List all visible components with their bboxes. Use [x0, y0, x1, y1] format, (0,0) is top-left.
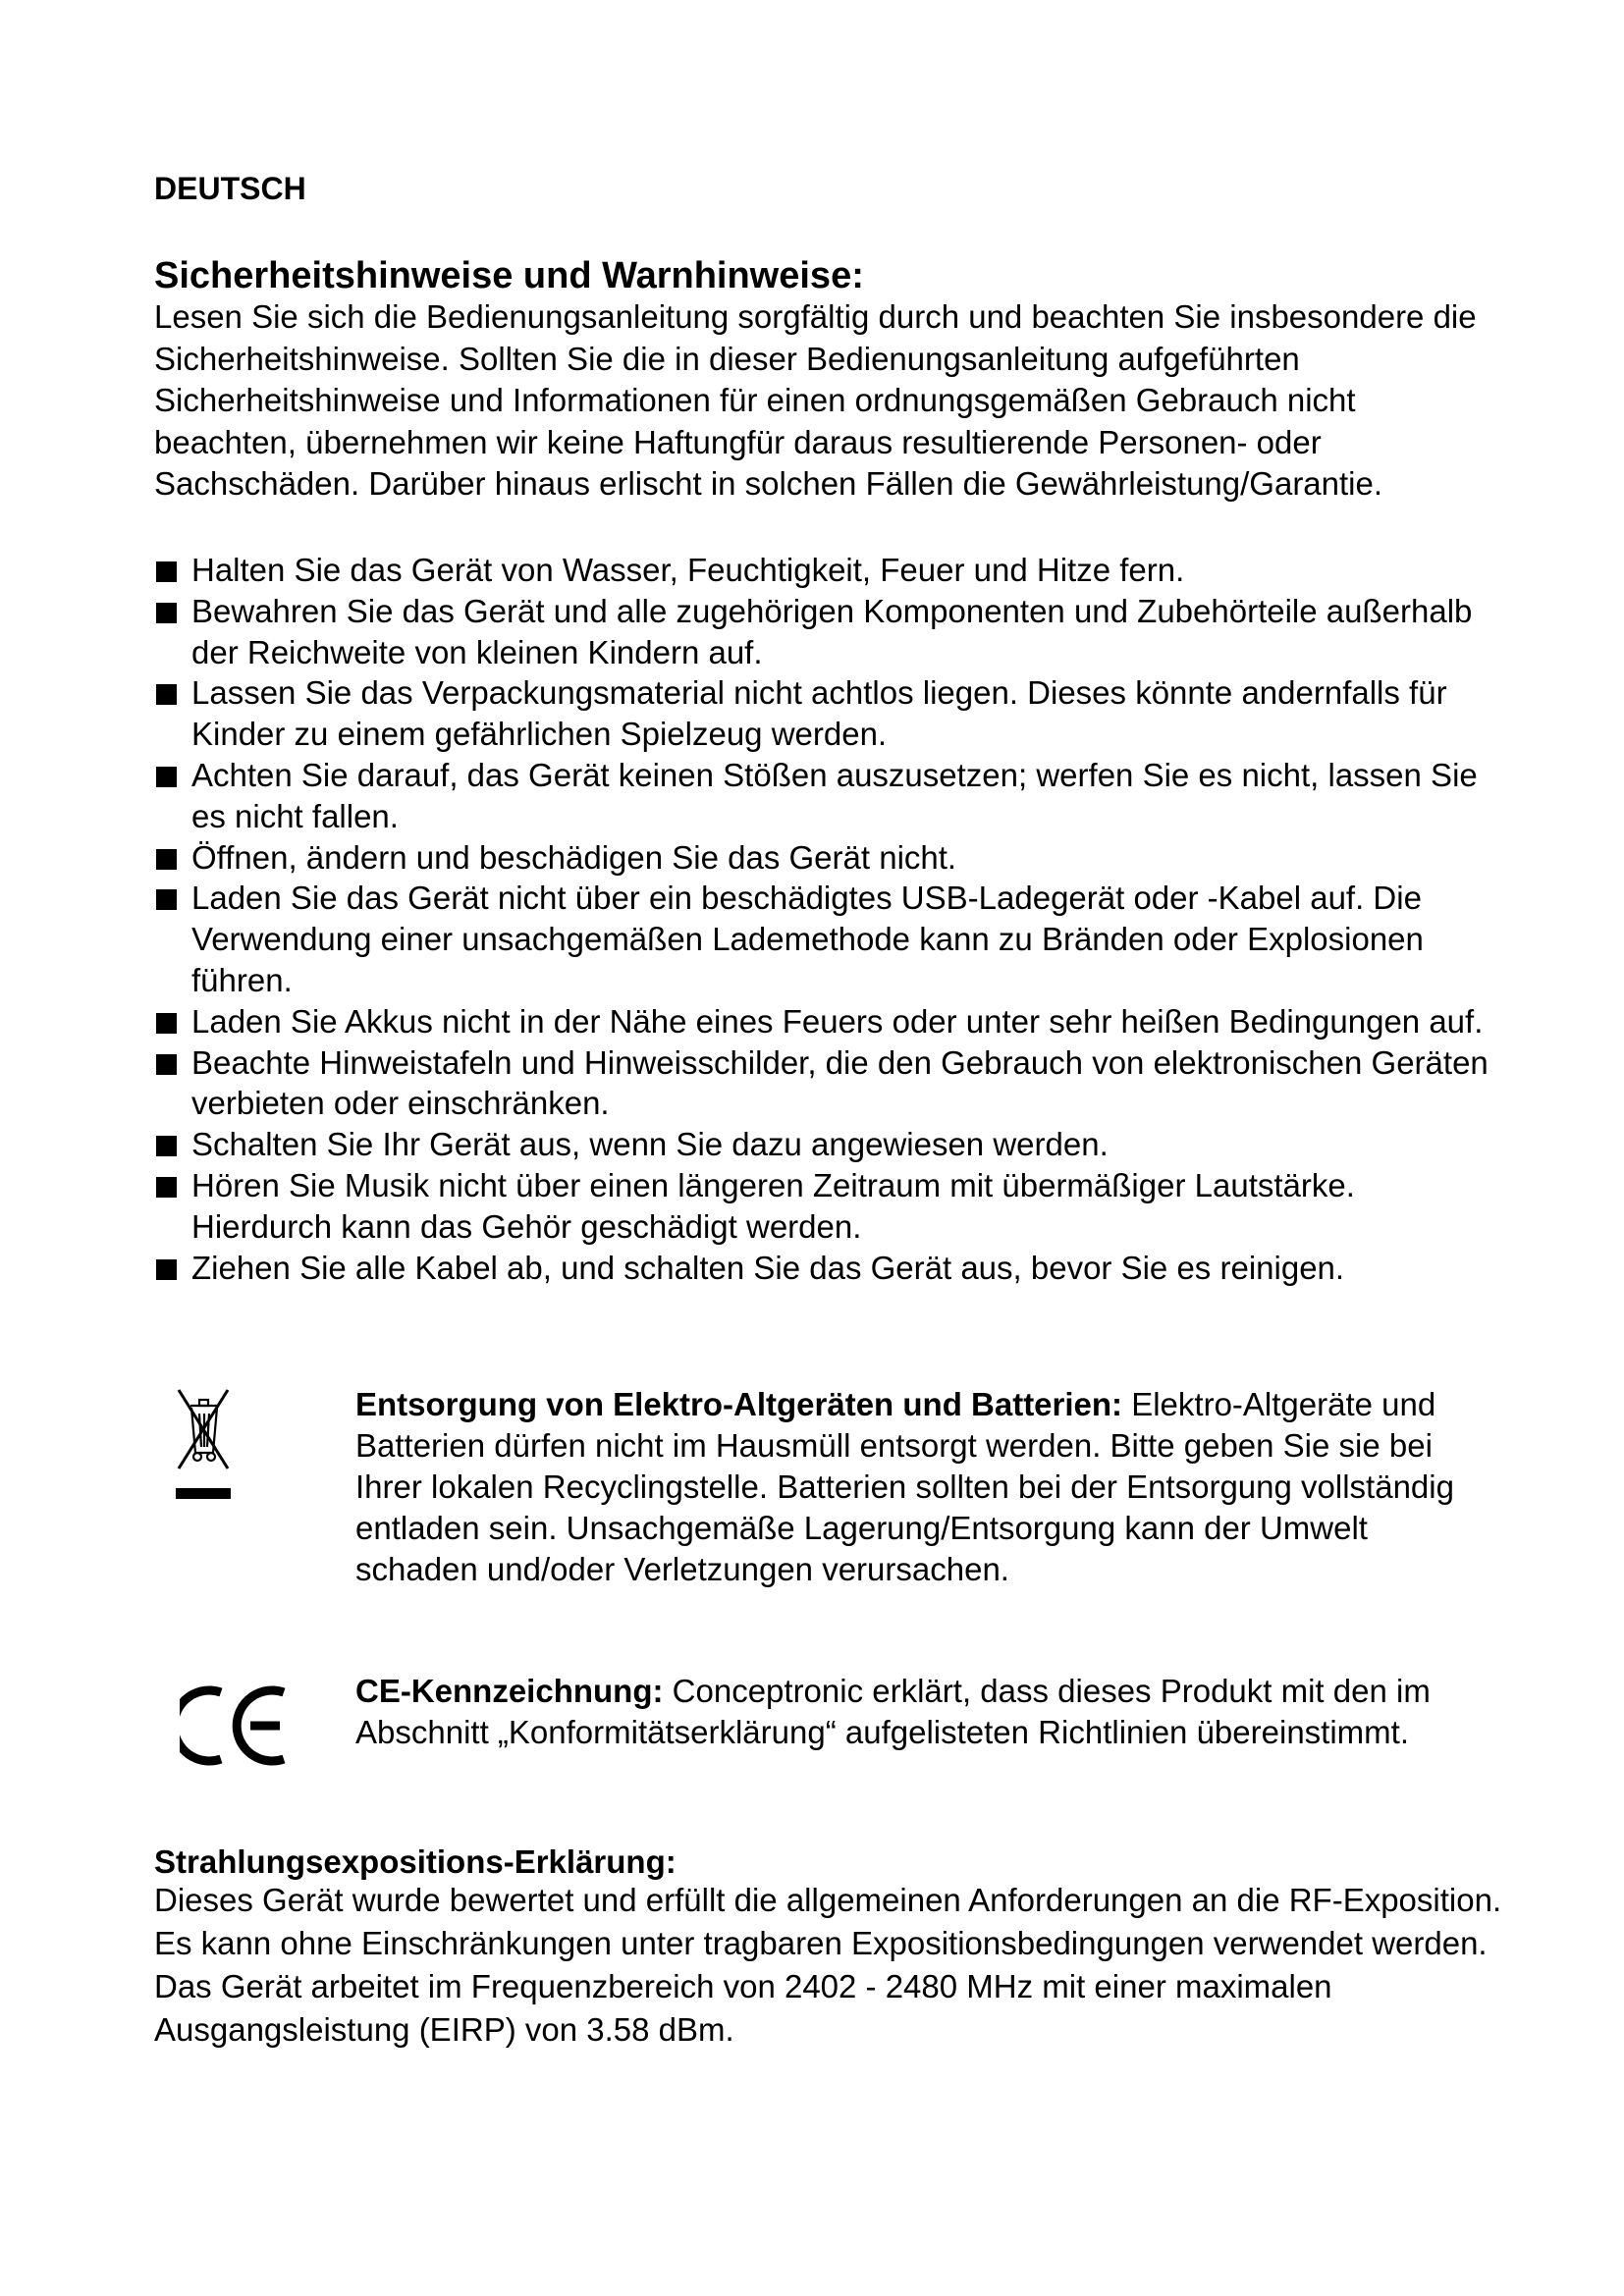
ce-text — [355, 1671, 1465, 1753]
bullet-item: Halten Sie das Gerät von Wasser, Feuchtigkeit, Feuer und Hitze fern. — [154, 550, 1489, 591]
bullet-item: Bewahren Sie das Gerät und alle zugehörigen Komponenten und Zubehörteile außerhalb der Reichweite von kleinen Kindern auf. — [154, 591, 1489, 673]
language-heading: DEUTSCH — [154, 171, 306, 206]
safety-title: Sicherheitshinweise und Warnhinweise: — [154, 255, 864, 296]
bullet-item: Achten Sie darauf, das Gerät keinen Stößen auszusetzen; werfen Sie es nicht, lassen Sie es nicht fallen. — [154, 755, 1489, 837]
bullet-item: Schalten Sie Ihr Gerät aus, wenn Sie dazu angewiesen werden. — [154, 1124, 1489, 1165]
ce-body: Conceptronic erklärt, dass dieses Produkt mit den im Abschnitt „Konformitätserklärung“ aufgelisteten Richtlinien übereinstimmt. — [355, 1673, 1431, 1750]
bullet-item: Lassen Sie das Verpackungsmaterial nicht achtlos liegen. Dieses könnte andernfalls für Kinder zu einem gefährlichen Spielzeug werden. — [154, 672, 1489, 755]
disposal-body: Elektro-Altgeräte und Batterien dürfen nicht im Hausmüll entsorgt werden. Bitte geben Sie sie bei Ihrer lokalen Recyclingstelle. Batterien sollten bei der Entsorgung vollständig entladen sein. Unsachgemäße Lagerung/Entsorgung kann der Umwelt schaden und/oder Verletzungen verursachen. — [355, 1386, 1454, 1587]
bullet-item: Ziehen Sie alle Kabel ab, und schalten Sie das Gerät aus, bevor Sie es reinigen. — [154, 1248, 1489, 1289]
bullet-item: Öffnen, ändern und beschädigen Sie das Gerät nicht. — [154, 837, 1489, 879]
bullet-item: Beachte Hinweistafeln und Hinweisschilder, die den Gebrauch von elektronischen Geräten verbieten oder einschränken. — [154, 1042, 1489, 1125]
safety-intro: Lesen Sie sich die Bedienungsanleitung sorgfältig durch und beachten Sie insbesondere die Sicherheitshinweise. Sollten Sie die in dieser Bedienungsanleitung aufgeführten Sicherheitshinweise und Informationen für einen ordnungsgemäßen Gebrauch nicht beachten, übernehmen wir keine Haftungfür daraus resultierende Personen- oder Sachschäden. Darüber hinaus erlischt in solchen Fällen die Gewährleistung/Garantie. — [154, 298, 1477, 502]
ce-mark-icon — [180, 1684, 296, 1767]
disposal-text — [355, 1384, 1465, 1590]
radiation-title: Strahlungsexpositions-Erklärung: — [154, 1843, 677, 1880]
radiation-body: Dieses Gerät wurde bewertet und erfüllt die allgemeinen Anforderungen an die RF-Exposition. Es kann ohne Einschränkungen unter tragbaren Expositionsbedingungen verwendet werden. Das Gerät arbeitet im Frequenzbereich von 2402 - 2480 MHz mit einer maximalen Ausgangsleistung (EIRP) von 3.58 dBm. — [154, 1882, 1502, 2048]
safety-bullet-list — [154, 550, 1489, 1288]
weee-crossed-bin-icon — [176, 1384, 231, 1507]
disposal-heading: Entsorgung von Elektro-Altgeräten und Batterien: — [355, 1386, 1123, 1422]
bullet-item: Hören Sie Musik nicht über einen längeren Zeitraum mit übermäßiger Lautstärke. Hierdurch kann das Gehör geschädigt werden. — [154, 1165, 1489, 1248]
ce-heading: CE-Kennzeichnung: — [355, 1673, 664, 1709]
bullet-item: Laden Sie das Gerät nicht über ein beschädigtes USB-Ladegerät oder -Kabel auf. Die Verwendung einer unsachgemäßen Lademethode kann zu Bränden oder Explosionen führen. — [154, 878, 1489, 1000]
bullet-item: Laden Sie Akkus nicht in der Nähe eines Feuers oder unter sehr heißen Bedingungen auf. — [154, 1001, 1489, 1042]
